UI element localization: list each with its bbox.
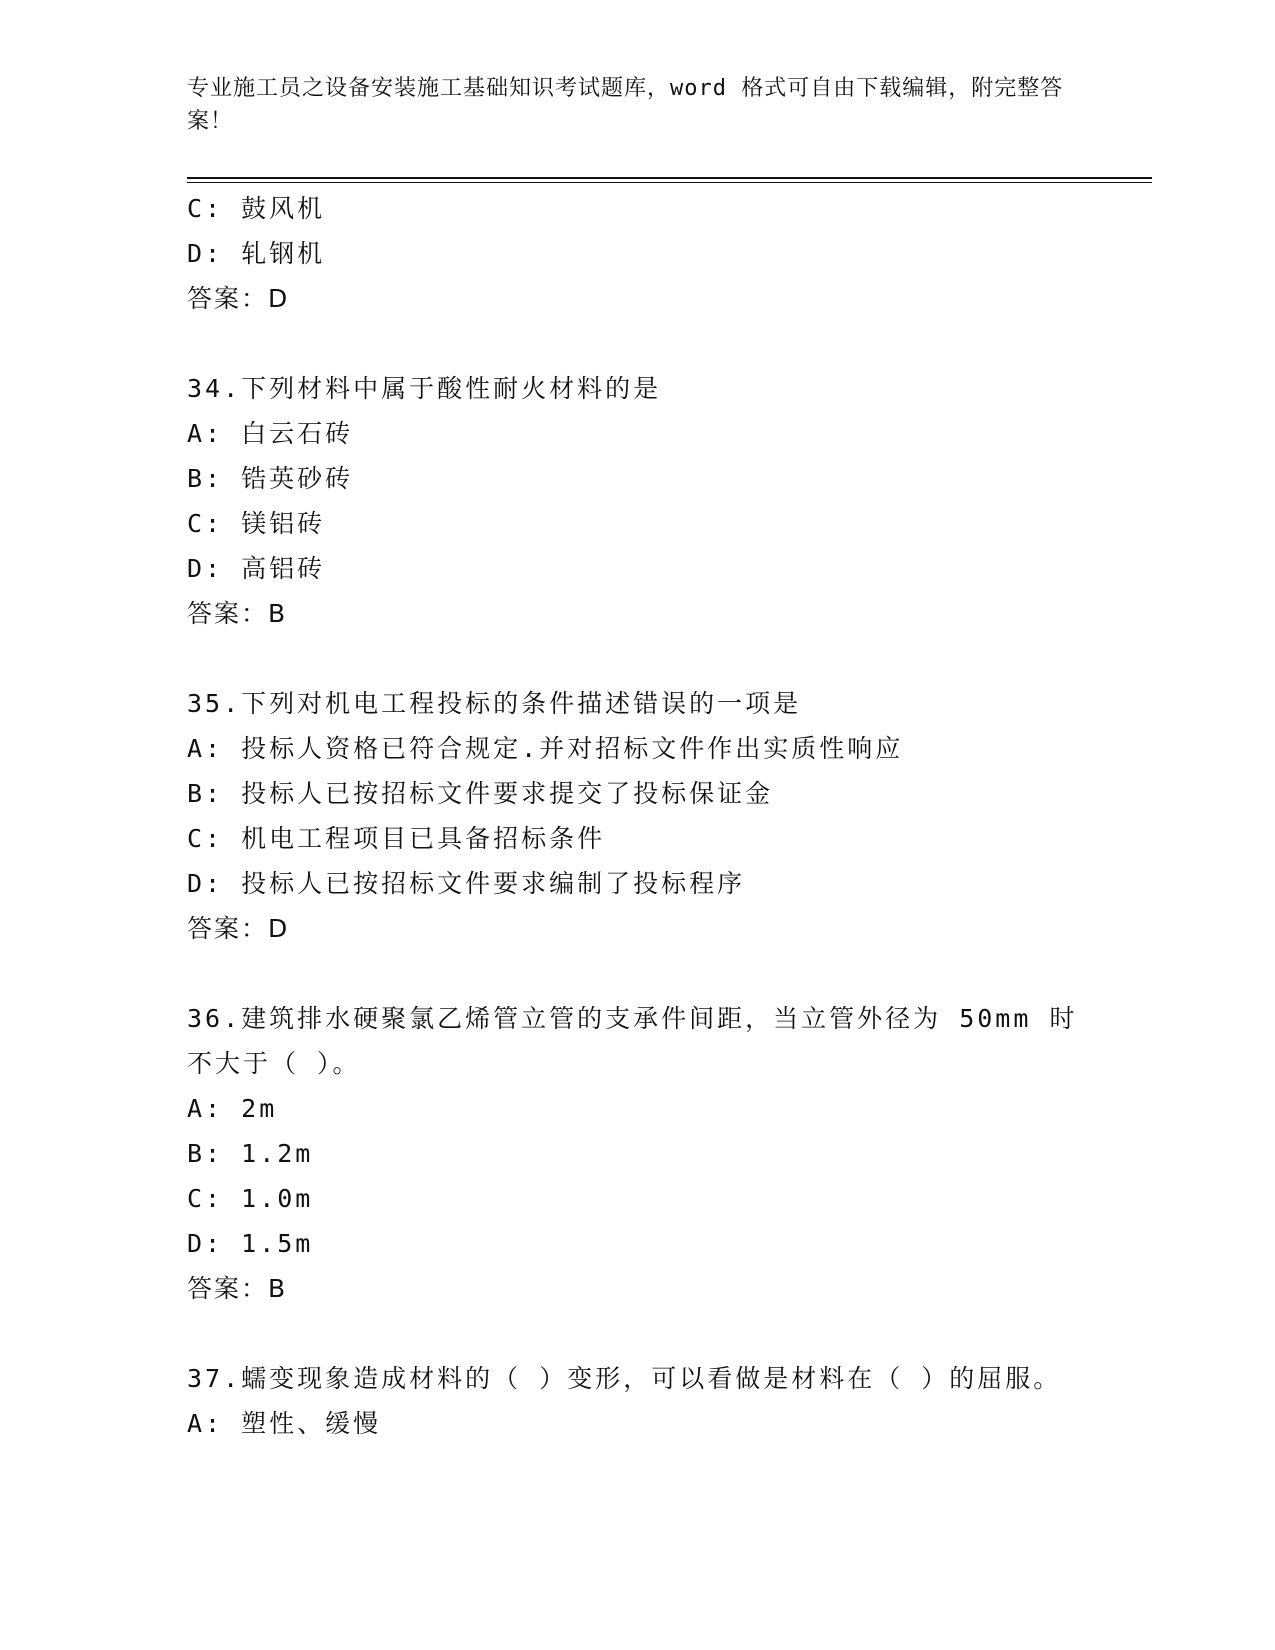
q35-answer: 答案：D [187, 914, 290, 943]
q35-option-a: A: 投标人资格已符合规定.并对招标文件作出实质性响应 [187, 734, 904, 763]
q35-option-d: D: 投标人已按招标文件要求编制了投标程序 [187, 869, 746, 898]
q34-question: 34.下列材料中属于酸性耐火材料的是 [187, 374, 662, 403]
q33-option-c: C: 鼓风机 [187, 194, 326, 223]
q36-question-line1: 36.建筑排水硬聚氯乙烯管立管的支承件间距，当立管外径为 50mm 时 [187, 1004, 1078, 1033]
header-divider-thick [187, 177, 1152, 179]
q37-question: 37.蠕变现象造成材料的（ ）变形，可以看做是材料在（ ）的屈服。 [187, 1364, 1062, 1393]
q34-answer: 答案：B [187, 599, 288, 628]
q34-option-c: C: 镁铝砖 [187, 509, 326, 538]
q33-answer: 答案：D [187, 284, 290, 313]
q34-option-b: B: 锆英砂砖 [187, 464, 354, 493]
header-divider-thin [187, 182, 1152, 183]
q34-option-a: A: 白云石砖 [187, 419, 354, 448]
q36-option-c: C: 1.0m [187, 1184, 314, 1213]
q35-option-b: B: 投标人已按招标文件要求提交了投标保证金 [187, 779, 774, 808]
q35-question: 35.下列对机电工程投标的条件描述错误的一项是 [187, 689, 802, 718]
q35-option-c: C: 机电工程项目已具备招标条件 [187, 824, 606, 853]
q36-question-line2: 不大于（ ）。 [187, 1049, 361, 1078]
q36-option-b: B: 1.2m [187, 1139, 314, 1168]
document-header: 专业施工员之设备安装施工基础知识考试题库，word 格式可自由下载编辑，附完整答案！ [187, 76, 1064, 134]
q37-option-a: A: 塑性、缓慢 [187, 1409, 382, 1438]
q36-answer: 答案：B [187, 1274, 288, 1303]
q36-option-d: D: 1.5m [187, 1229, 314, 1258]
q33-option-d: D: 轧钢机 [187, 239, 326, 268]
q36-option-a: A: 2m [187, 1094, 278, 1123]
q34-option-d: D: 高铝砖 [187, 554, 326, 583]
